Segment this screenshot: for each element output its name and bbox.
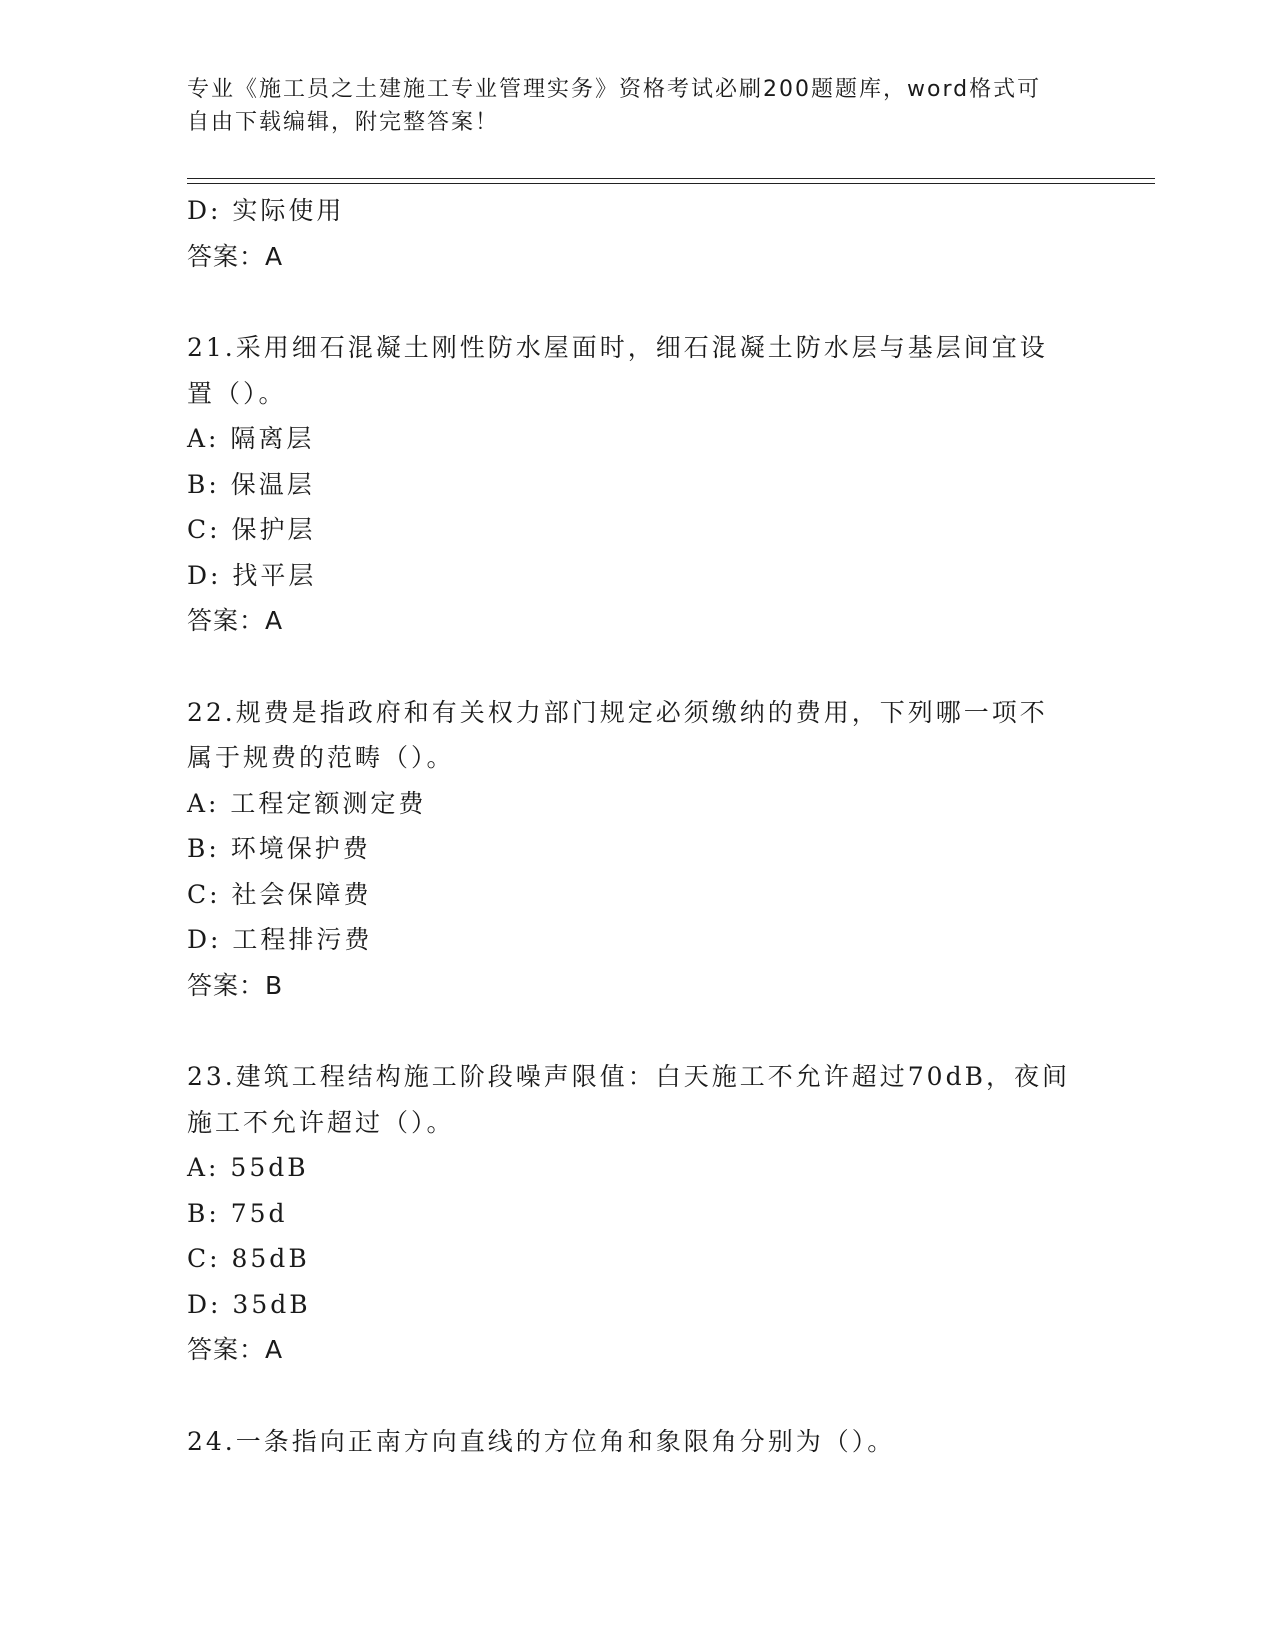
option-d: D: 工程排污费 [187, 925, 373, 954]
option-b: B: 保温层 [187, 469, 315, 499]
header-rule-bottom [187, 183, 1155, 184]
question-text-line-1: 21.采用细石混凝土刚性防水屋面时，细石混凝土防水层与基层间宜设 [187, 333, 1048, 362]
option-c: C: 保护层 [187, 515, 316, 544]
option-d: D: 实际使用 [187, 196, 345, 225]
option-d: D: 35dB [187, 1289, 311, 1319]
option-c: C: 社会保障费 [187, 879, 372, 909]
option-a: A: 隔离层 [187, 424, 315, 453]
question-text-line-2: 置（）。 [187, 378, 287, 408]
question-block-21 [187, 325, 1077, 644]
spacer [187, 644, 1077, 690]
answer-line: 答案：A [187, 241, 284, 271]
question-text-line-1: 24.一条指向正南方向直线的方位角和象限角分别为（）。 [187, 1426, 896, 1456]
question-text-line-2: 属于规费的范畴（）。 [187, 743, 455, 772]
spacer [187, 1008, 1077, 1054]
spacer [187, 279, 1077, 325]
spacer [187, 1373, 1077, 1419]
question-text-line-2: 施工不允许超过（）。 [187, 1107, 455, 1137]
question-text-line-1: 23.建筑工程结构施工阶段噪声限值：白天施工不允许超过70dB，夜间 [187, 1062, 1070, 1091]
question-block-prev [187, 188, 1077, 279]
answer-line: 答案：A [187, 1335, 284, 1364]
question-block-23 [187, 1054, 1077, 1373]
option-b: B: 环境保护费 [187, 834, 371, 863]
answer-line: 答案：A [187, 606, 284, 635]
answer-line: 答案：B [187, 970, 284, 1000]
option-c: C: 85dB [187, 1244, 310, 1273]
header-line-1: 专业《施工员之土建施工专业管理实务》资格考试必刷200题题库，word格式可 [187, 77, 1042, 102]
option-d: D: 找平层 [187, 560, 317, 590]
header-rule-top [187, 178, 1155, 179]
option-a: A: 55dB [187, 1153, 309, 1182]
question-block-22 [187, 690, 1077, 1009]
page-header [187, 73, 1067, 139]
option-b: B: 75d [187, 1198, 288, 1228]
option-a: A: 工程定额测定费 [187, 788, 427, 818]
header-line-2: 自由下载编辑，附完整答案！ [187, 110, 500, 135]
question-list [187, 188, 1077, 1464]
question-text-line-1: 22.规费是指政府和有关权力部门规定必须缴纳的费用，下列哪一项不 [187, 697, 1048, 727]
question-block-24 [187, 1419, 1077, 1465]
